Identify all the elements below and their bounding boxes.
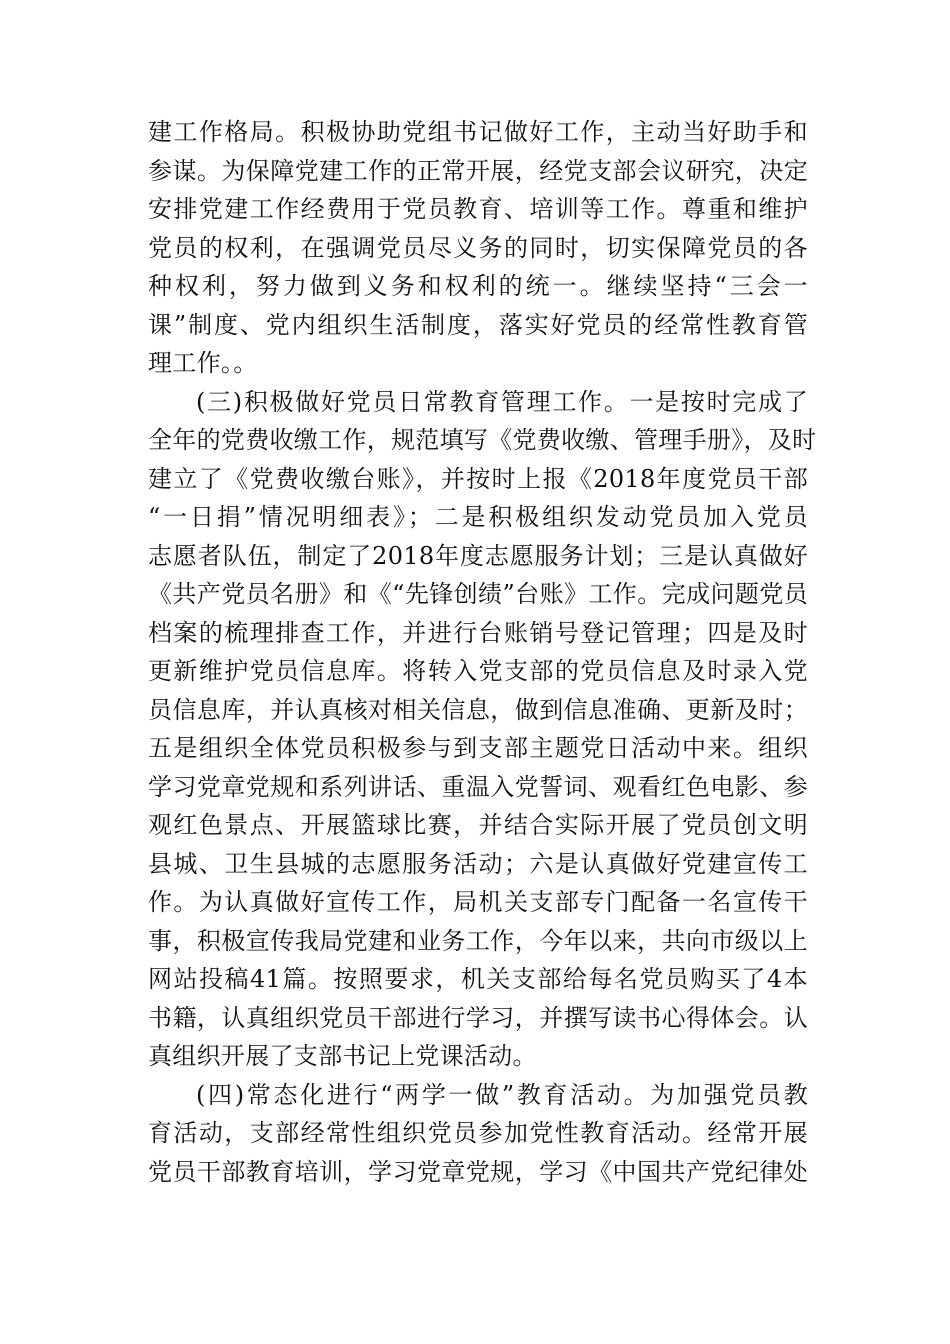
body-text-line: 育活动，支部经常性组织党员参加党性教育活动。经常开展: [148, 1119, 808, 1147]
body-text-line: 五是组织全体党员积极参与到支部主题党日活动中来。组织: [148, 734, 808, 762]
body-text-line: 作。为认真做好宣传工作，局机关支部专门配备一名宣传干: [148, 888, 808, 916]
body-text-line: 事，积极宣传我局党建和业务工作，今年以来，共向市级以上: [148, 926, 808, 955]
body-text-line: 志愿者队伍，制定了2018年度志愿服务计划；三是认真做好: [148, 541, 808, 570]
body-text-line: 课”制度、党内组织生活制度，落实好党员的经常性教育管: [148, 310, 808, 339]
body-text-line: (三)积极做好党员日常教育管理工作。一是按时完成了: [196, 387, 808, 416]
body-text-line: 书籍，认真组织党员干部进行学习，并撰写读书心得体会。认: [148, 1003, 808, 1032]
body-text-line: 理工作。。: [148, 349, 258, 377]
body-text-line: (四)常态化进行“两学一做”教育活动。为加强党员教: [196, 1080, 808, 1109]
body-text-line: 真组织开展了支部书记上党课活动。: [148, 1042, 537, 1070]
body-text-line: 网站投稿41篇。按照要求，机关支部给每名党员购买了4本: [148, 965, 808, 993]
body-text-line: 全年的党费收缴工作，规范填写《党费收缴、管理手册》，及时: [148, 426, 817, 454]
body-text-line: 种权利，努力做到义务和权利的统一。继续坚持“三会一: [148, 272, 808, 300]
body-text-line: 参谋。为保障党建工作的正常开展，经党支部会议研究，决定: [148, 156, 808, 185]
body-text-line: 建工作格局。积极协助党组书记做好工作，主动当好助手和: [148, 118, 808, 146]
body-text-line: 安排党建工作经费用于党员教育、培训等工作。尊重和维护: [148, 195, 808, 223]
body-text-line: 更新维护党员信息库。将转入党支部的党员信息及时录入党: [148, 657, 808, 685]
body-text-line: “一日捐”情况明细表》；二是积极组织发动党员加入党员: [148, 503, 808, 531]
body-text-line: 《共产党员名册》和《“先锋创绩”台账》工作。完成问题党员: [148, 580, 808, 608]
body-text-line: 观红色景点、开展篮球比赛，并结合实际开展了党员创文明: [148, 811, 808, 839]
document-body: [148, 113, 817, 1191]
body-text-line: 档案的梳理排查工作，并进行台账销号登记管理；四是及时: [148, 618, 808, 647]
body-text-line: 员信息库，并认真核对相关信息，做到信息准确、更新及时；: [148, 695, 808, 724]
body-text-line: 党员干部教育培训，学习党章党规，学习《中国共产党纪律处: [148, 1157, 808, 1186]
body-text-line: 党员的权利，在强调党员尽义务的同时，切实保障党员的各: [148, 233, 808, 262]
body-text-line: 学习党章党规和系列讲话、重温入党誓词、观看红色电影、参: [148, 772, 808, 801]
body-text-line: 建立了《党费收缴台账》，并按时上报《2018年度党员干部: [148, 464, 808, 493]
body-text-line: 县城、卫生县城的志愿服务活动；六是认真做好党建宣传工: [148, 849, 808, 878]
